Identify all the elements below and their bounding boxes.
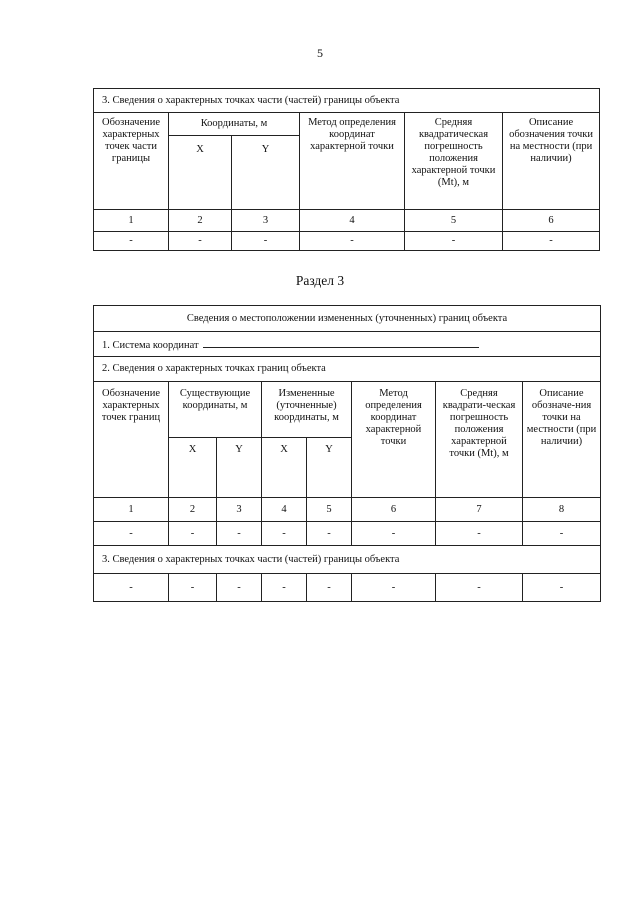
table-row	[94, 498, 601, 522]
column-header-y: Y	[232, 136, 300, 210]
column-number: 1	[94, 210, 169, 232]
column-header-x: X	[169, 438, 217, 498]
table-cell: -	[436, 522, 523, 546]
changed-boundaries-table	[93, 305, 601, 602]
table-cell: -	[352, 522, 436, 546]
column-header-x: X	[262, 438, 307, 498]
table-cell: -	[94, 522, 169, 546]
column-number: 7	[436, 498, 523, 522]
table-cell: -	[94, 232, 169, 251]
table-cell: -	[405, 232, 503, 251]
blank-line	[203, 337, 479, 348]
table-cell: -	[94, 574, 169, 602]
table-cell: -	[307, 574, 352, 602]
table-cell: -	[523, 522, 601, 546]
column-header-mt: Средняя квадрати-ческая погрешность положения характерной точки (Mt), м	[436, 382, 523, 498]
column-header-method: Метод определения координат характерной точки	[352, 382, 436, 498]
column-number: 6	[352, 498, 436, 522]
table-row	[94, 232, 600, 251]
part-boundary-points-table	[93, 88, 600, 251]
table-cell: -	[503, 232, 600, 251]
column-header-method: Метод определения координат характерной точки	[300, 113, 405, 210]
column-number: 4	[300, 210, 405, 232]
table-title: 3. Сведения о характерных точках части (частей) границы объекта	[94, 89, 600, 113]
column-header-y: Y	[217, 438, 262, 498]
column-header-coordinates: Координаты, м	[169, 113, 300, 136]
column-header-x: X	[169, 136, 232, 210]
column-header-designation: Обозначение характерных точек границ	[94, 382, 169, 498]
table-cell: -	[436, 574, 523, 602]
table-cell: -	[169, 522, 217, 546]
table-cell: -	[217, 522, 262, 546]
section-title: Раздел 3	[295, 273, 345, 288]
table-cell: -	[232, 232, 300, 251]
column-number: 6	[503, 210, 600, 232]
table-cell: -	[217, 574, 262, 602]
coordinate-system-label: 1. Система координат	[102, 339, 199, 351]
points-section-title: 2. Сведения о характерных точках границ объекта	[94, 357, 601, 382]
column-header-existing: Существующие координаты, м	[169, 382, 262, 438]
coordinate-system-row	[94, 332, 601, 357]
table-cell: -	[523, 574, 601, 602]
column-number: 3	[232, 210, 300, 232]
column-number: 5	[307, 498, 352, 522]
column-header-description: Описание обозначения точки на местности (при наличии)	[503, 113, 600, 210]
column-header-y: Y	[307, 438, 352, 498]
table-cell: -	[169, 574, 217, 602]
table-cell: -	[262, 522, 307, 546]
part-section-title: 3. Сведения о характерных точках части (частей) границы объекта	[94, 546, 601, 574]
table-row	[94, 522, 601, 546]
column-number: 2	[169, 210, 232, 232]
table-cell: -	[262, 574, 307, 602]
table-title: Сведения о местоположении измененных (уточненных) границ объекта	[94, 306, 601, 332]
column-header-changed: Измененные (уточненные) координаты, м	[262, 382, 352, 438]
column-number: 4	[262, 498, 307, 522]
column-header-description: Описание обозначе-ния точки на местности (при наличии)	[523, 382, 601, 498]
column-number: 5	[405, 210, 503, 232]
column-header-mt: Средняя квадратическая погрешность положения характерной точки (Mt), м	[405, 113, 503, 210]
column-header-designation: Обозначение характерных точек части границы	[94, 113, 169, 210]
column-number: 1	[94, 498, 169, 522]
table-cell: -	[352, 574, 436, 602]
column-number: 8	[523, 498, 601, 522]
table-cell: -	[307, 522, 352, 546]
page-number: 5	[317, 46, 323, 60]
column-number: 2	[169, 498, 217, 522]
table-row	[94, 210, 600, 232]
table-row	[94, 574, 601, 602]
table-cell: -	[300, 232, 405, 251]
table-cell: -	[169, 232, 232, 251]
column-number: 3	[217, 498, 262, 522]
